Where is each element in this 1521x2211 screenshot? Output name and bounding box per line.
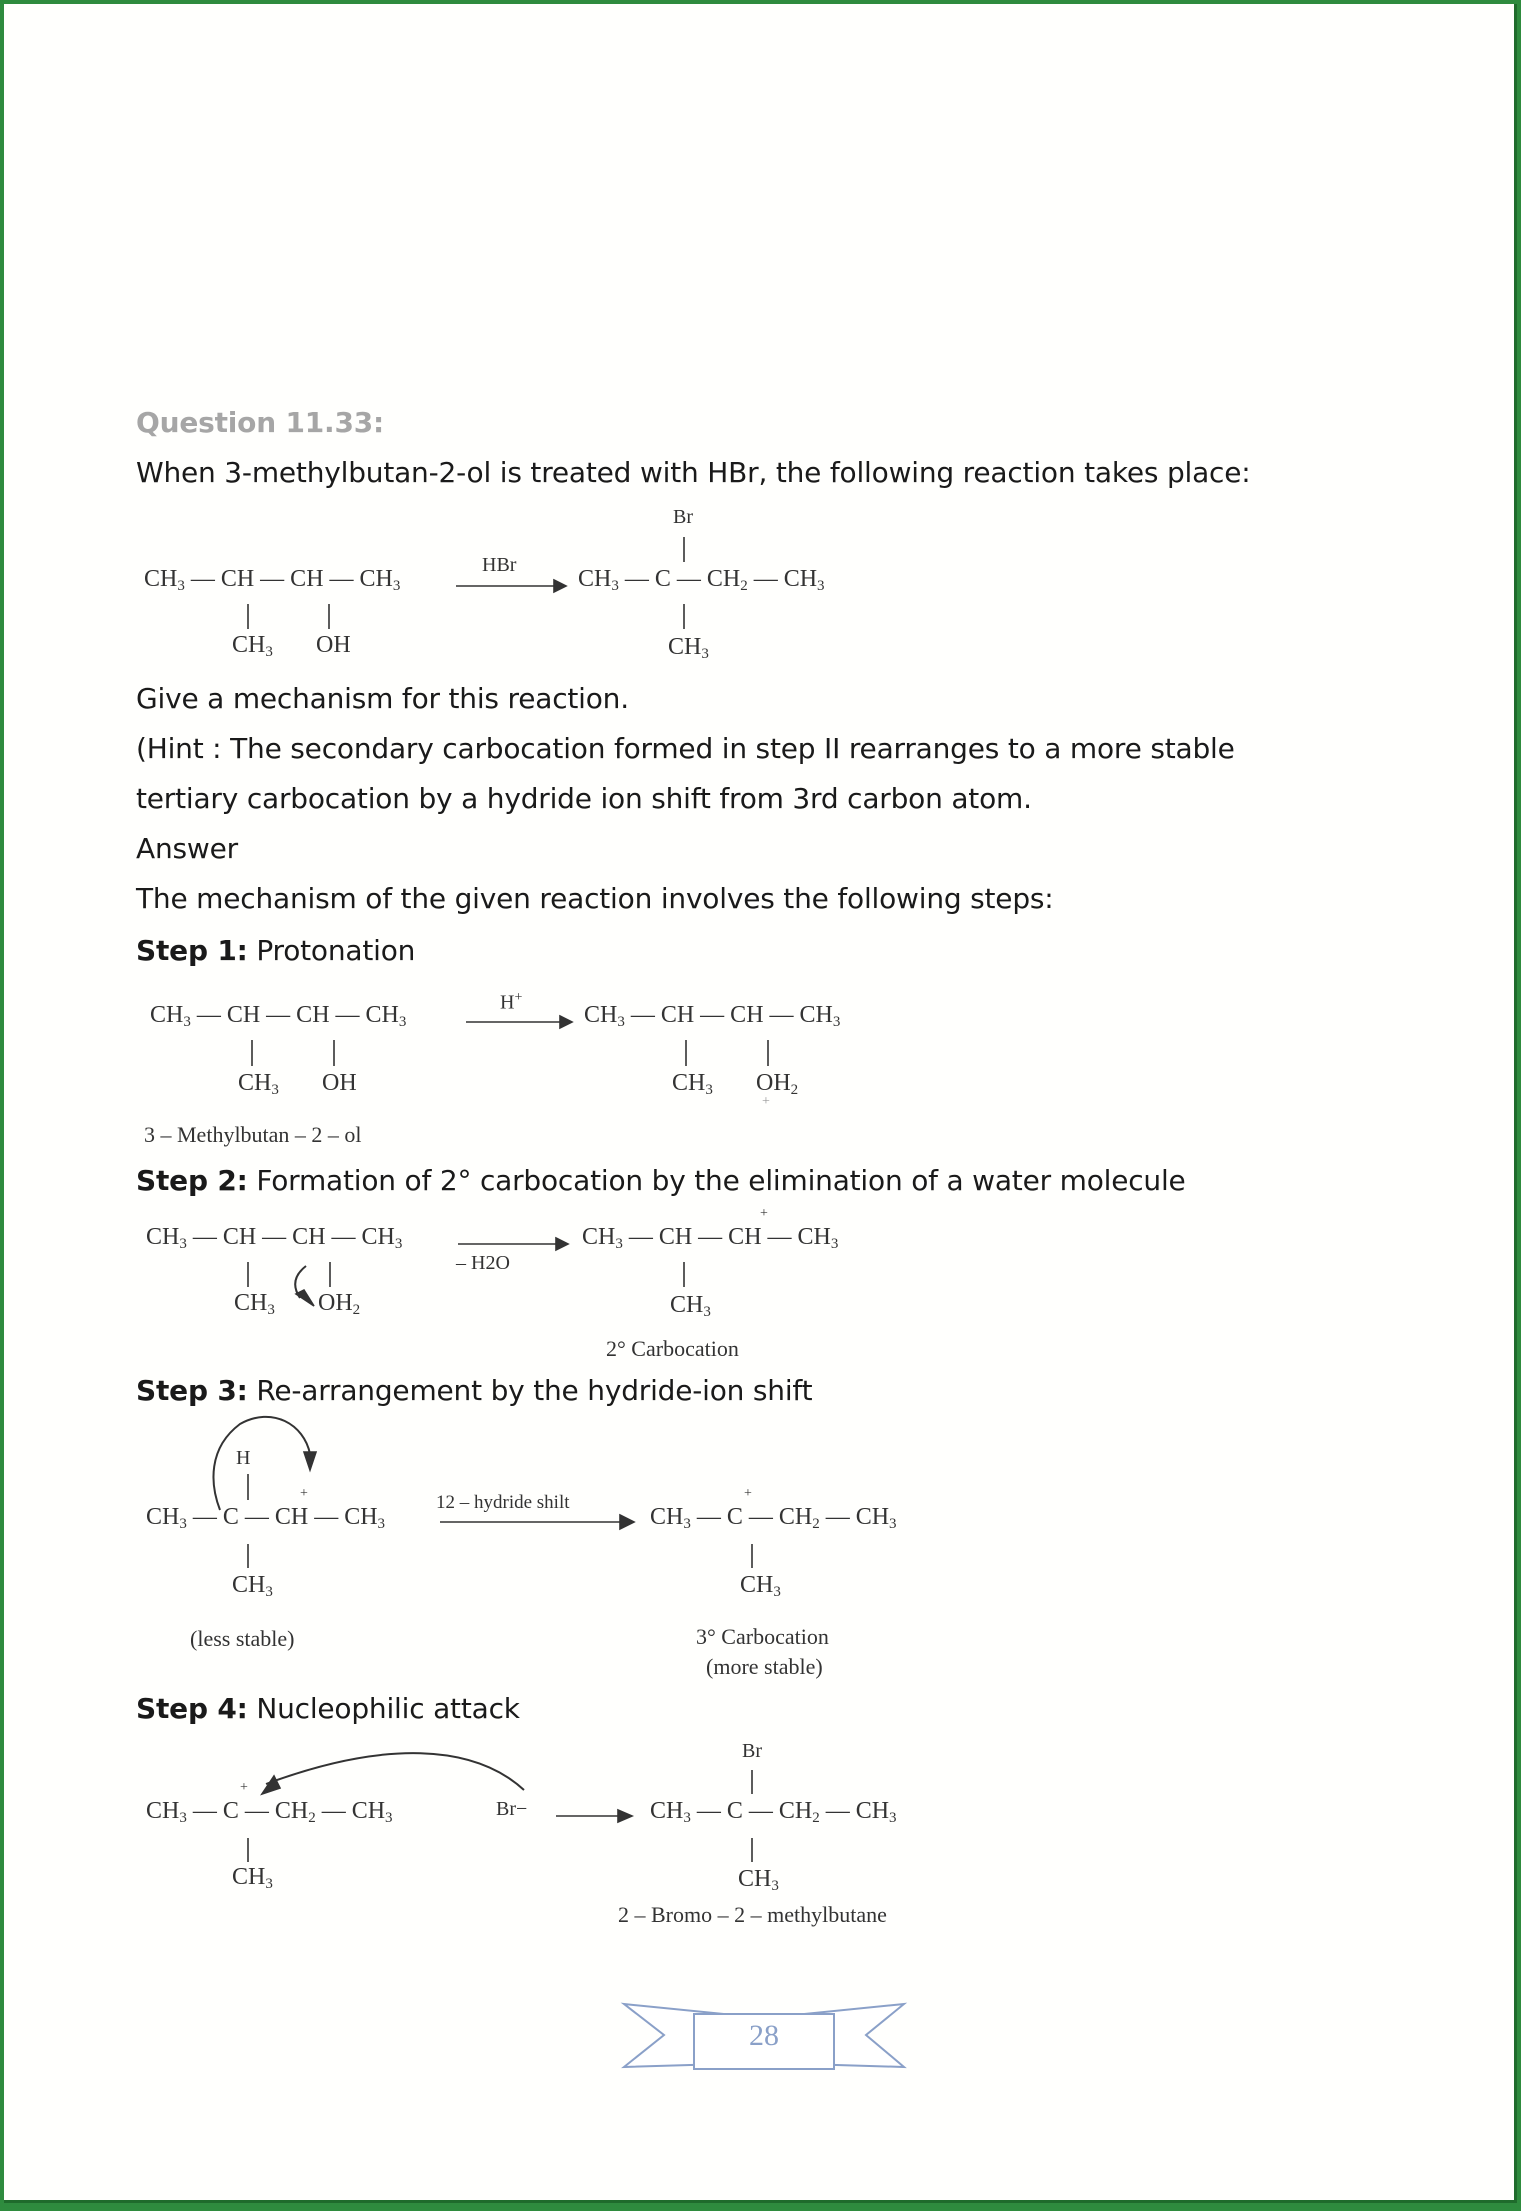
step3-reactant-ch3: $CH_3$ [232, 1572, 273, 1600]
step4-reactant-chain: $CH_3$ — C — $CH_2$ — $CH_3$ [146, 1798, 393, 1826]
step1-reactant-oh: OH [322, 1070, 357, 1096]
step3-product-name: 3° Carbocation [696, 1624, 829, 1649]
step1-product-chain: $CH_3$ — CH — CH — $CH_3$ [584, 1002, 841, 1030]
step2-product-ch3: $CH_3$ [670, 1292, 711, 1320]
step1-reactant-ch3: $CH_3$ [238, 1070, 279, 1098]
step4-bonds [4, 4, 1521, 2211]
product-chain: $CH_3$ — C — $CH_2$ — $CH_3$ [578, 566, 825, 594]
step-1-title: Protonation [256, 934, 416, 967]
step-2-label: Step 2: [136, 1164, 248, 1197]
step3-product-note: (more stable) [706, 1654, 823, 1679]
step3-product-chain: $CH_3$ — C — $CH_2$ — $CH_3$ [650, 1504, 897, 1532]
step-4-label: Step 4: [136, 1692, 248, 1725]
step3-reactant-chain: $CH_3$ — C — CH — $CH_3$ [146, 1504, 386, 1532]
step4-nucleophile: Br− [496, 1798, 528, 1820]
step1-product-ch3: $CH_3$ [672, 1070, 713, 1098]
step4-product-ch3: $CH_3$ [738, 1866, 779, 1894]
step-4-title: Nucleophilic attack [256, 1692, 520, 1725]
step1-product-oh2: $OH_2$ [756, 1070, 799, 1098]
step2-plus-charge: + [760, 1206, 768, 1221]
step3-product-ch3: $CH_3$ [740, 1572, 781, 1600]
step3-plus-charge: + [300, 1486, 308, 1501]
task-text: Give a mechanism for this reaction. [136, 682, 629, 715]
step4-product-chain: $CH_3$ — C — $CH_2$ — $CH_3$ [650, 1798, 897, 1826]
step3-reactant-note: (less stable) [190, 1626, 295, 1651]
step4-reactant-ch3: $CH_3$ [232, 1864, 273, 1892]
reactant-chain: $CH_3$ — CH — CH — $CH_3$ [144, 566, 401, 594]
hint-line-2: tertiary carbocation by a hydride ion shift from 3rd carbon atom. [136, 782, 1032, 815]
step-2-title: Formation of 2° carbocation by the elimination of a water molecule [256, 1164, 1186, 1197]
page-number-ribbon [604, 1989, 924, 2079]
step2-reactant-oh2: $OH_2$ [318, 1290, 361, 1318]
step-1-label: Step 1: [136, 934, 248, 967]
answer-label: Answer [136, 832, 238, 865]
step-3-title: Re-arrangement by the hydride-ion shift [256, 1374, 813, 1407]
step3-reagent: 12 – hydride shilt [436, 1492, 570, 1513]
question-title: Question 11.33: [136, 406, 385, 439]
step3-hydrogen: H [236, 1447, 251, 1469]
product-sub-br: Br [673, 506, 693, 528]
step1-reagent: H+ [500, 990, 523, 1014]
step2-product-name: 2° Carbocation [606, 1336, 739, 1361]
step2-reactant-chain: $CH_3$ — CH — CH — $CH_3$ [146, 1224, 403, 1252]
step-3-label: Step 3: [136, 1374, 248, 1407]
reagent-label: HBr [482, 554, 517, 576]
step2-product-chain: $CH_3$ — CH — CH — $CH_3$ [582, 1224, 839, 1252]
nucleophilic-attack-arrow [266, 1753, 524, 1790]
hint-line-1: (Hint : The secondary carbocation formed in step II rearranges to a more stable [136, 732, 1235, 765]
step1-reactant-name: 3 – Methylbutan – 2 – ol [144, 1122, 362, 1147]
reactant-sub-ch3: $CH_3$ [232, 632, 273, 660]
page-number: 28 [749, 2019, 779, 2052]
step1-plus-charge: + [762, 1094, 770, 1109]
step4-plus-charge: + [240, 1780, 248, 1795]
question-prompt: When 3-methylbutan-2-ol is treated with HBr, the following reaction takes place: [136, 456, 1251, 489]
step2-reagent: – H2O [456, 1252, 510, 1274]
reactant-sub-oh: OH [316, 632, 351, 658]
step4-product-br: Br [742, 1740, 762, 1762]
document-page [4, 4, 1517, 2203]
step1-reactant-chain: $CH_3$ — CH — CH — $CH_3$ [150, 1002, 407, 1030]
step2-reactant-ch3: $CH_3$ [234, 1290, 275, 1318]
step3-product-plus-charge: + [744, 1486, 752, 1501]
answer-intro: The mechanism of the given reaction involves the following steps: [136, 882, 1054, 915]
step4-product-name: 2 – Bromo – 2 – methylbutane [618, 1902, 887, 1927]
product-sub-ch3: $CH_3$ [668, 634, 709, 662]
